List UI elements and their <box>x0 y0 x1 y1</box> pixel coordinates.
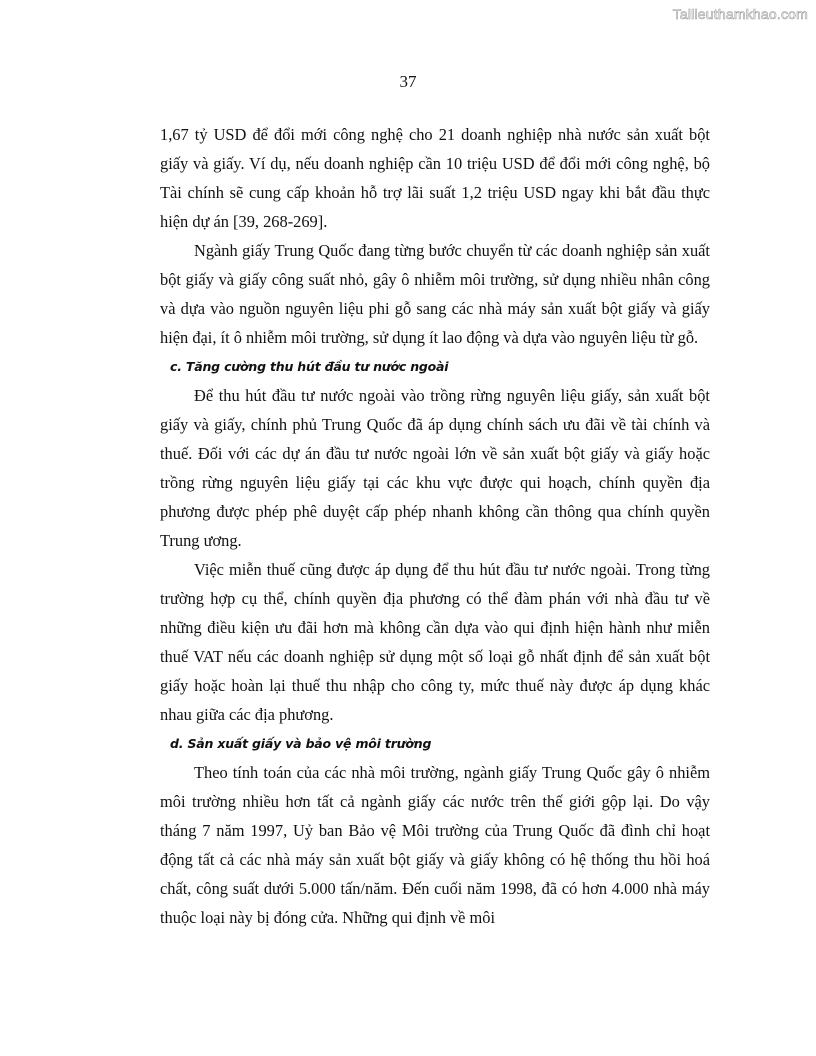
document-body <box>160 120 710 932</box>
paragraph-environment: Theo tính toán của các nhà môi trường, ngành giấy Trung Quốc gây ô nhiễm môi trường nhiều hơn tất cả ngành giấy các nước trên thế giới gộp lại. Do vậy tháng 7 năm 1997, Uỷ ban Bảo vệ Môi trường của Trung Quốc đã đình chỉ hoạt động tất cả các nhà máy sản xuất bột giấy và giấy không có hệ thống thu hồi hoá chất, công suất dưới 5.000 tấn/năm. Đến cuối năm 1998, đã có hơn 4.000 nhà máy thuộc loại này bị đóng cửa. Những qui định về môi <box>160 763 710 927</box>
paragraph-industry-transition: Ngành giấy Trung Quốc đang từng bước chuyển từ các doanh nghiệp sản xuất bột giấy và giấy công suất nhỏ, gây ô nhiễm môi trường, sử dụng nhiều nhân công và dựa vào nguồn nguyên liệu phi gỗ sang các nhà máy sản xuất bột giấy và giấy hiện đại, ít ô nhiễm môi trường, sử dụng ít lao động và dựa vào nguyên liệu từ gỗ. <box>160 241 710 347</box>
paragraph-continued: 1,67 tỷ USD để đổi mới công nghệ cho 21 doanh nghiệp nhà nước sản xuất bột giấy và giấy. Ví dụ, nếu doanh nghiệp cần 10 triệu USD để đổi mới công nghệ, bộ Tài chính sẽ cung cấp khoản hỗ trợ lãi suất 1,2 triệu USD ngay khi bắt đầu thực hiện dự án [39, 268-269]. <box>160 125 710 231</box>
paragraph-tax-exemption: Việc miễn thuế cũng được áp dụng để thu hút đầu tư nước ngoài. Trong từng trường hợp cụ thể, chính quyền địa phương có thể đàm phán với nhà đầu tư về những điều kiện ưu đãi hơn mà không cần dựa vào qui định hiện hành như miễn thuế VAT nếu các doanh nghiệp sử dụng một số loại gỗ nhất định để sản xuất bột giấy hoặc hoàn lại thuế thu nhập cho công ty, mức thuế này được áp dụng khác nhau giữa các địa phương. <box>160 560 710 724</box>
watermark-text: Tailieuthamkhao.com <box>672 6 808 22</box>
section-heading-foreign-investment: c. Tăng cường thu hút đầu tư nước ngoài <box>170 359 449 374</box>
paragraph-investment-policy: Để thu hút đầu tư nước ngoài vào trồng rừng nguyên liệu giấy, sản xuất bột giấy và giấy, chính phủ Trung Quốc đã áp dụng chính sách ưu đãi về tài chính và thuế. Đối với các dự án đầu tư nước ngoài lớn về sản xuất bột giấy và giấy hoặc trồng rừng nguyên liệu giấy tại các khu vực được qui hoạch, chính quyền địa phương được phép phê duyệt cấp phép nhanh không cần thông qua chính quyền Trung ương. <box>160 386 710 550</box>
page-number: 37 <box>399 72 417 91</box>
section-heading-environment: d. Sản xuất giấy và bảo vệ môi trường <box>170 736 432 751</box>
